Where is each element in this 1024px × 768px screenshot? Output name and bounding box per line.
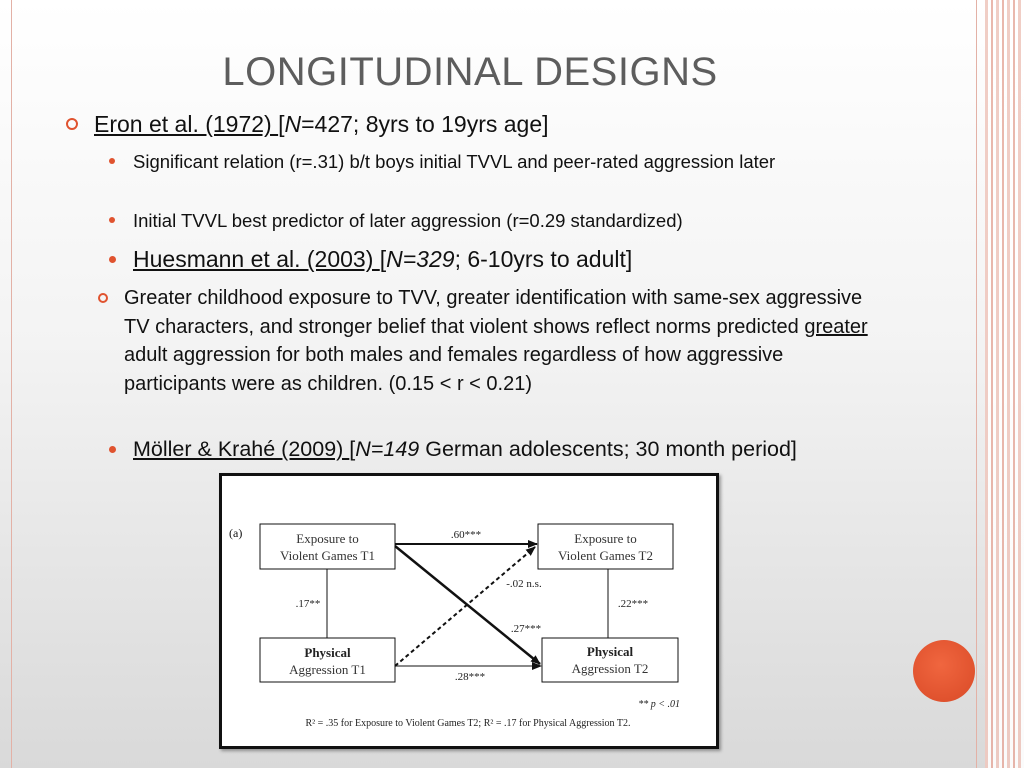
box-aggression-t1 bbox=[260, 638, 395, 682]
bullet-dot-icon bbox=[109, 217, 115, 223]
bullet-eron-sub1 bbox=[133, 149, 893, 175]
eron-sub2-text: Initial TVVL best predictor of later aggression (r=0.29 standardized) bbox=[133, 210, 683, 231]
slide-title: LONGITUDINAL DESIGNS bbox=[222, 50, 718, 94]
bullet-huesmann-desc bbox=[124, 284, 884, 398]
huesmann-citation-link[interactable]: Huesmann et al. (2003) bbox=[133, 246, 380, 272]
path-diagram-svg bbox=[222, 476, 716, 746]
box-exposure-t2-line2: Violent Games T2 bbox=[557, 548, 654, 563]
box-aggression-t2-line1: Physical bbox=[586, 644, 634, 659]
panel-label: (a) bbox=[229, 526, 243, 540]
box-exposure-t2-line1: Exposure to bbox=[574, 531, 637, 546]
box-exposure-t1-line2: Violent Games T1 bbox=[279, 548, 376, 563]
moller-details: German adolescents; 30 month period] bbox=[419, 437, 797, 461]
moller-citation-link[interactable]: Möller & Krahé (2009) bbox=[133, 437, 350, 461]
significance-note: ** p < .01 bbox=[638, 699, 680, 710]
path-cross-aggression-to-exposure-label: -.02 n.s. bbox=[506, 578, 542, 590]
huesmann-open-bracket: [ bbox=[379, 246, 387, 272]
box-aggression-t1-line2: Aggression T1 bbox=[289, 662, 366, 677]
box-aggression-t2-line2: Aggression T2 bbox=[571, 661, 649, 676]
path-t2-correlation-label: .22*** bbox=[617, 598, 649, 610]
r-squared-note: R² = .35 for Exposure to Violent Games T2; R² = .17 for Physical Aggression T2. bbox=[305, 718, 631, 729]
decorative-dot bbox=[913, 640, 975, 702]
box-exposure-t2 bbox=[538, 524, 673, 569]
bullet-huesmann bbox=[133, 244, 893, 274]
path-cross-exposure-to-aggression-label: .27*** bbox=[510, 623, 542, 635]
bullet-ring-icon bbox=[66, 118, 78, 130]
bullet-eron-sub2 bbox=[133, 208, 893, 234]
bullet-dot-icon bbox=[109, 446, 116, 453]
box-aggression-t1-line1: Physical bbox=[304, 645, 351, 660]
path-diagram-figure bbox=[219, 473, 719, 749]
frame-right-line bbox=[976, 0, 977, 768]
bullet-dot-icon bbox=[109, 158, 115, 164]
eron-citation-link[interactable]: Eron et al. (1972) bbox=[94, 111, 279, 137]
box-exposure-t1 bbox=[260, 524, 395, 569]
eron-open-bracket: [ bbox=[278, 111, 285, 137]
path-cross-aggression-to-exposure bbox=[395, 547, 535, 666]
bullet-dot-icon bbox=[109, 256, 116, 263]
huesmann-details: ; 6-10yrs to adult] bbox=[454, 246, 633, 272]
huesmann-desc-pre: Greater childhood exposure to TVV, greater identification with same-sex aggressive TV characters, and stronger belief that violent shows reflect norms predicted bbox=[124, 287, 863, 338]
bullet-moller bbox=[133, 434, 873, 464]
eron-details: =427; 8yrs to 19yrs age] bbox=[301, 111, 549, 137]
frame-left-line bbox=[11, 0, 12, 768]
path-exposure-stability-label: .60*** bbox=[450, 529, 482, 541]
eron-sub1-text: Significant relation (r=.31) b/t boys initial TVVL and peer-rated aggression later bbox=[133, 151, 776, 172]
box-exposure-t1-line1: Exposure to bbox=[296, 531, 359, 546]
frame-stripes bbox=[985, 0, 1024, 768]
huesmann-desc-underlined: greater bbox=[804, 315, 868, 338]
path-aggression-stability-label: .28*** bbox=[454, 671, 486, 683]
moller-n: N=149 bbox=[355, 437, 420, 461]
huesmann-desc-post: adult aggression for both males and females regardless of how aggressive participants were as children. (0.15 < r < 0.21) bbox=[124, 344, 784, 395]
huesmann-n: N=329 bbox=[386, 246, 455, 272]
path-t1-correlation-label: .17** bbox=[295, 598, 321, 610]
bullet-ring-icon bbox=[98, 293, 108, 303]
eron-n: N bbox=[284, 111, 302, 137]
box-aggression-t2 bbox=[542, 638, 678, 682]
moller-open-bracket: [ bbox=[349, 437, 356, 461]
bullet-eron bbox=[94, 111, 549, 138]
